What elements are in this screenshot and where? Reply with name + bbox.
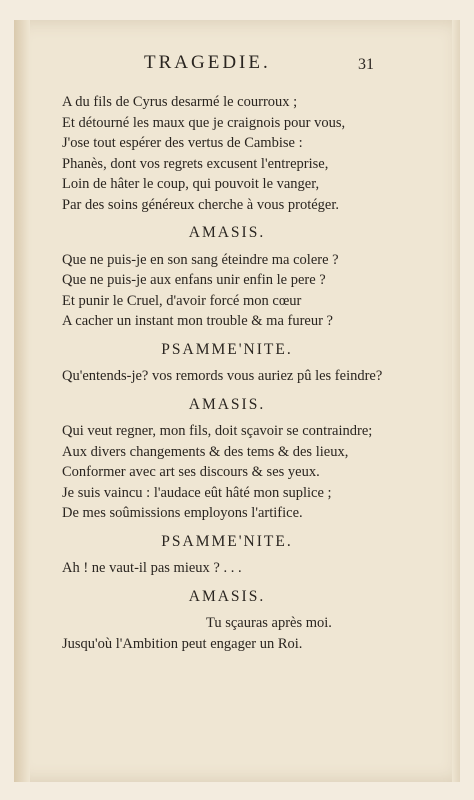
verse-line: Aux divers changements & des tems & des lieux,	[62, 443, 349, 460]
running-head: TRAGEDIE.	[144, 52, 271, 73]
verse-line: A cacher un instant mon trouble & ma fureur ?	[62, 313, 333, 329]
verse-line: Que ne puis-je aux enfans unir enfin le pere ?	[62, 272, 326, 288]
verse-line: J'ose tout espérer des vertus de Cambise :	[62, 135, 303, 151]
verse-line: Qui veut regner, mon fils, doit sçavoir se contraindre;	[62, 423, 373, 439]
verse-line: Et détourné les maux que je craignois pour vous,	[62, 114, 346, 131]
verse-line: A du fils de Cyrus desarmé le courroux ;	[62, 94, 298, 110]
verse-line: Et punir le Cruel, d'avoir forcé mon cœur	[62, 292, 302, 309]
verse-line: Que ne puis-je en son sang éteindre ma colere ?	[62, 251, 339, 268]
verse-line: Conformer avec art ses discours & ses yeux.	[62, 464, 320, 480]
speaker-name: AMASIS.	[188, 224, 266, 241]
verse-line: Qu'entends-je? vos remords vous auriez pû les feindre?	[62, 368, 383, 384]
speaker-name: PSAMME'NITE.	[161, 340, 293, 358]
book-page	[14, 20, 460, 782]
speaker-name: PSAMME'NITE.	[161, 532, 293, 550]
speaker-name: AMASIS.	[188, 395, 266, 413]
verse-line: De mes soûmissions employons l'artifice.	[62, 505, 303, 521]
page-edge	[452, 20, 460, 782]
page-number: 31	[358, 56, 374, 73]
verse-line: Par des soins généreux cherche à vous protéger.	[62, 196, 340, 213]
speaker-name: AMASIS.	[188, 587, 266, 605]
verse-line: Loin de hâter le coup, qui pouvoit le vanger,	[62, 176, 320, 192]
verse-line: Ah ! ne vaut-il pas mieux ? . . .	[62, 560, 242, 576]
verse-text	[62, 92, 392, 654]
page-header	[14, 52, 460, 82]
verse-line: Jusqu'où l'Ambition peut engager un Roi.	[62, 635, 303, 652]
verse-line: Phanès, dont vos regrets excusent l'entreprise,	[62, 155, 329, 172]
verse-line: Je suis vaincu : l'audace eût hâté mon suplice ;	[62, 484, 332, 501]
verse-line: Tu sçauras après moi.	[206, 615, 332, 631]
page-gutter	[14, 20, 30, 782]
